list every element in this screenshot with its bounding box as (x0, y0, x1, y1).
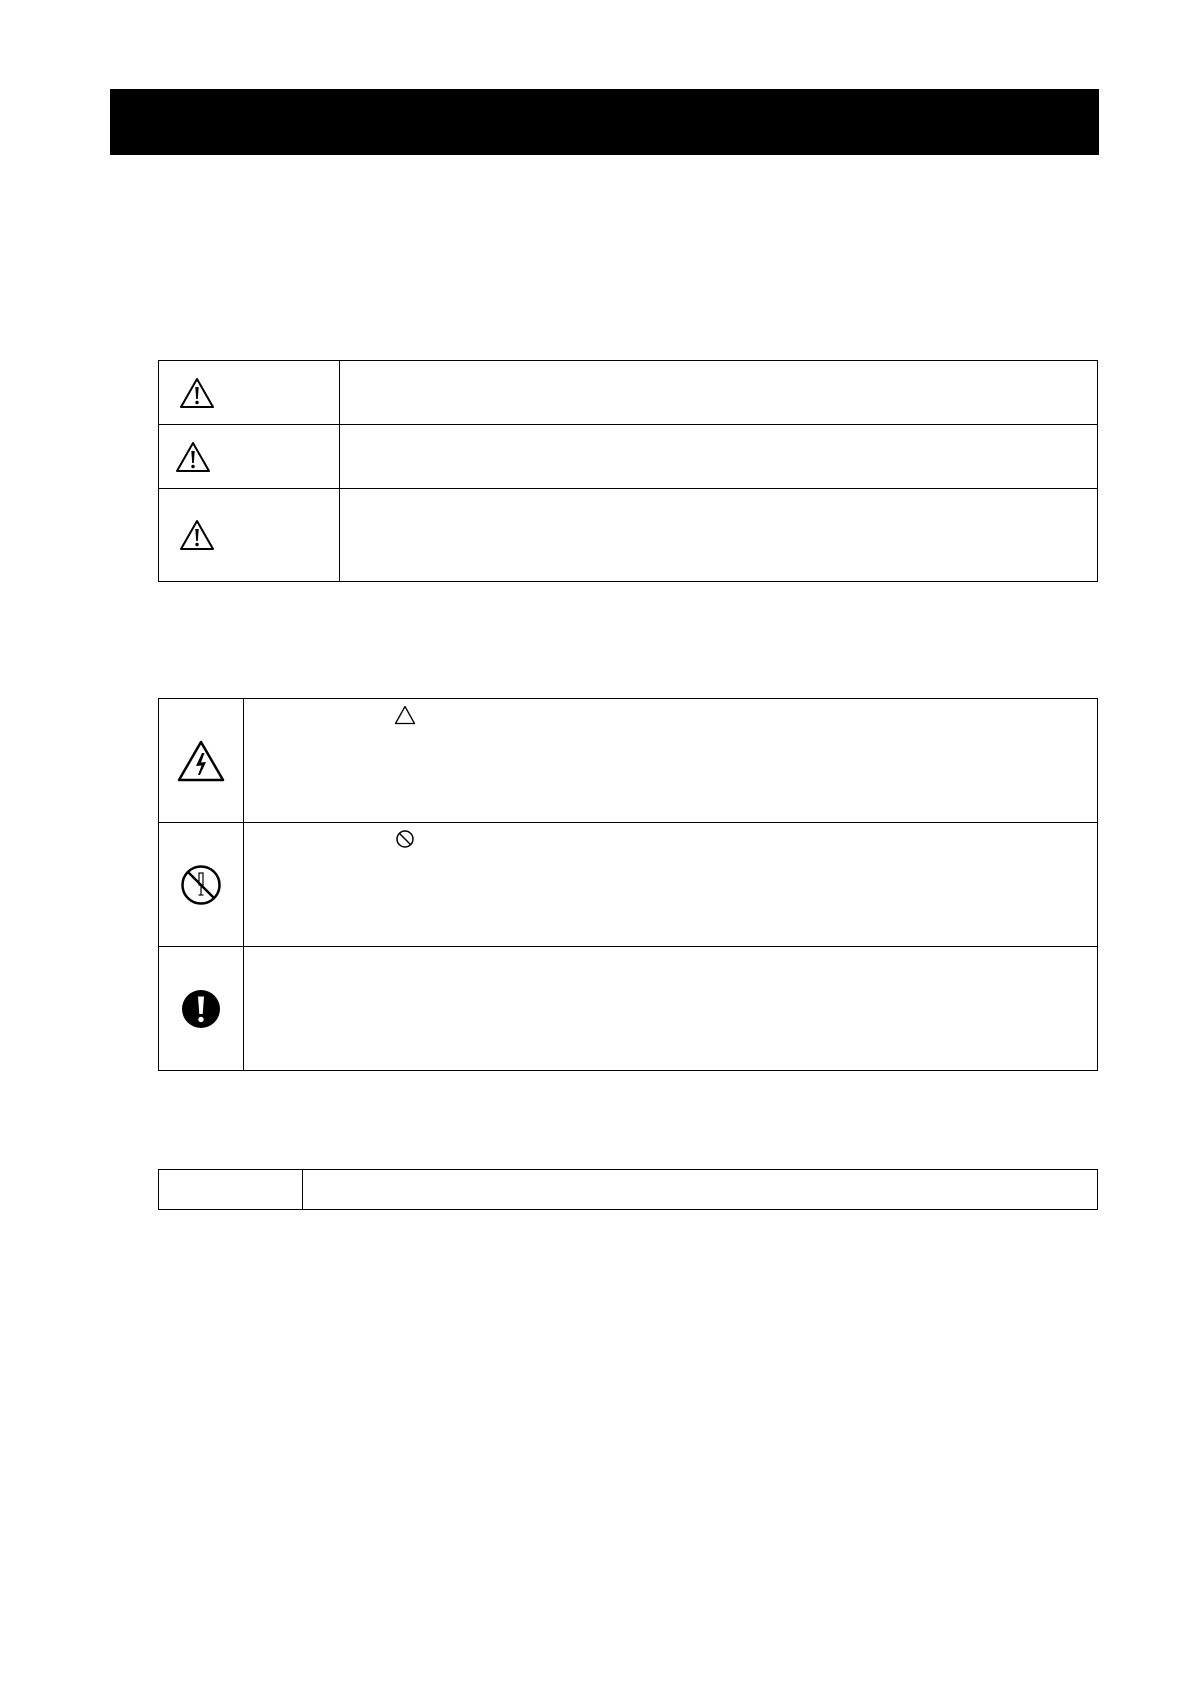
signal-word-table (158, 360, 1098, 582)
symbol-cell (159, 699, 244, 823)
note-label-cell (159, 1170, 303, 1210)
symbol-cell (159, 823, 244, 947)
table-row (159, 425, 1098, 489)
table-row (159, 699, 1098, 823)
description-cell (244, 823, 1098, 947)
signal-word-cell (159, 489, 340, 582)
description-cell (340, 361, 1098, 425)
description-cell (244, 699, 1098, 823)
table-row (159, 1170, 1098, 1210)
warning-triangle-icon (179, 519, 215, 551)
table-row (159, 823, 1098, 947)
description-cell (340, 489, 1098, 582)
prohibition-circle-icon (395, 829, 415, 849)
electric-shock-icon (177, 740, 225, 782)
note-description-cell (303, 1170, 1098, 1210)
signal-word-cell (159, 425, 340, 489)
no-disassembly-icon (180, 864, 222, 906)
table-row (159, 947, 1098, 1071)
page-title-bar (110, 89, 1099, 155)
symbol-cell (159, 947, 244, 1071)
table-row (159, 489, 1098, 582)
description-cell (340, 425, 1098, 489)
table-row (159, 361, 1098, 425)
warning-triangle-icon (179, 377, 215, 409)
mandatory-action-icon (181, 989, 221, 1029)
note-table (158, 1169, 1098, 1210)
description-cell (244, 947, 1098, 1071)
triangle-icon (394, 705, 416, 725)
warning-triangle-icon (175, 441, 211, 473)
symbol-table (158, 698, 1098, 1071)
signal-word-cell (159, 361, 340, 425)
